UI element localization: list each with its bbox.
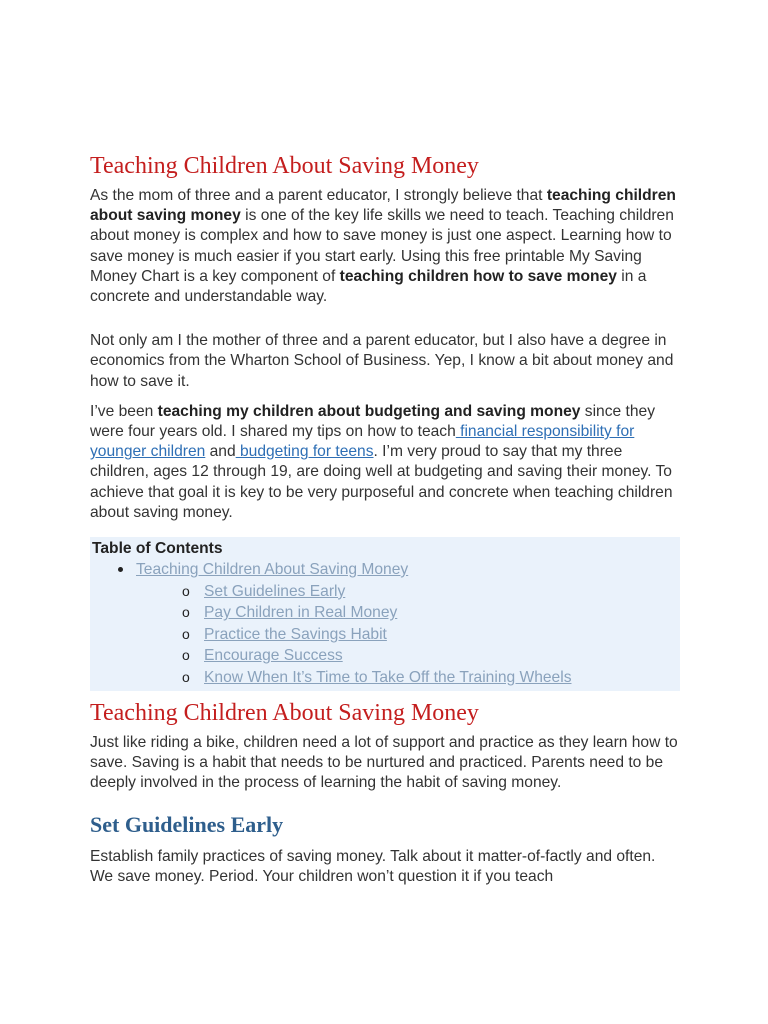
toc-item — [92, 602, 680, 624]
page-title: Teaching Children About Saving Money — [90, 153, 479, 179]
intro-paragraph-1: As the mom of three and a parent educator, I strongly believe that teaching children about saving money is one of the key life skills we need to teach. Teaching children about money is complex and how to save money is just one aspect. Learning how to save money is much easier if you start early. Using this free printable My Saving Money Chart is a key component of teaching children how to save money in a concrete and understandable way. — [90, 187, 676, 306]
toc-item — [92, 624, 680, 646]
toc-item — [92, 581, 680, 603]
toc-heading: Table of Contents — [92, 540, 223, 558]
section-1-body: Just like riding a bike, children need a lot of support and practice as they learn how to save. Saving is a habit that needs to be nurtured and practiced. Parents need to be deeply involved in the process of learning the habit of saving money. — [90, 733, 678, 792]
link-budgeting-for-teens[interactable]: budgeting for teens — [235, 443, 374, 461]
toc-list — [92, 559, 680, 689]
toc-item-main — [92, 559, 680, 581]
link-financial-responsibility[interactable]: financial responsibility for younger children — [90, 423, 635, 461]
bold-phrase: teaching my children about budgeting and saving money — [157, 402, 581, 420]
toc-link-encourage-success[interactable]: Encourage Success — [204, 647, 343, 665]
intro-paragraph-3: I’ve been teaching my children about budgeting and saving money since they were four years old. I shared my tips on how to teach financial responsibility for younger children and budgeting for teens. I’m very proud to say that my three children, ages 12 through 19, are doing well at budgeting and saving their money. To achieve that goal it is key to be very purposeful and concrete when teaching children about saving money. — [90, 402, 673, 521]
toc-link-set-guidelines[interactable]: Set Guidelines Early — [204, 582, 346, 600]
bold-phrase: teaching children how to save money — [339, 267, 617, 285]
toc-link-pay-children[interactable]: Pay Children in Real Money — [204, 604, 398, 622]
toc-link-main[interactable]: Teaching Children About Saving Money — [136, 561, 409, 579]
section-2-body: Establish family practices of saving money. Talk about it matter-of-factly and often. We save money. Period. Your children won’t question it if you teach — [90, 848, 656, 886]
toc-item — [92, 645, 680, 667]
toc-item — [92, 667, 680, 689]
section-heading-guidelines: Set Guidelines Early — [90, 812, 284, 838]
section-heading-saving-money: Teaching Children About Saving Money — [90, 699, 479, 726]
bold-phrase: teaching children about saving money — [90, 187, 676, 225]
toc-link-practice-savings[interactable]: Practice the Savings Habit — [204, 625, 387, 643]
article — [90, 150, 680, 888]
table-of-contents — [90, 537, 680, 691]
intro-paragraph-2: Not only am I the mother of three and a parent educator, but I also have a degree in economics from the Wharton School of Business. Yep, I know a bit about money and how to save it. — [90, 332, 674, 390]
toc-link-training-wheels[interactable]: Know When It’s Time to Take Off the Training Wheels — [204, 669, 572, 687]
